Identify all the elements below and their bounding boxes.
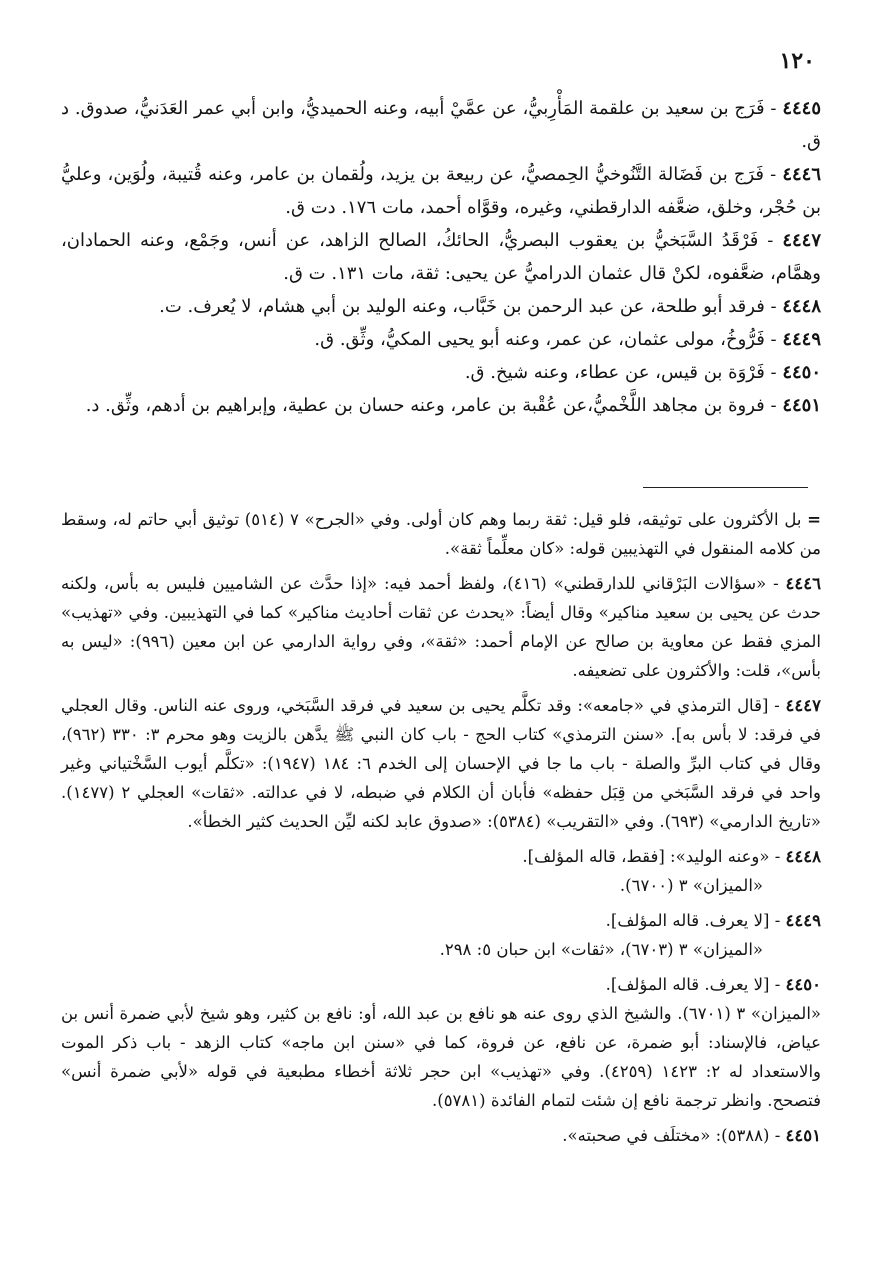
entry-number: ٤٤٥٠: [782, 362, 821, 383]
entry: [61, 92, 821, 158]
entry: [61, 323, 821, 356]
page-number: ١٢٠: [779, 48, 815, 74]
entry-number: ٤٤٤٩: [782, 329, 821, 350]
footnote-number: ٤٤٥١: [785, 1126, 821, 1145]
entry-text: - فروة بن مجاهد اللَّخْميُّ،عن عُقْبة بن عامر، وعنه حسان بن عطية، وإبراهيم بن أدهم، وثِّق. د.: [85, 395, 783, 416]
footnotes: [61, 505, 821, 1156]
footnote-divider: [643, 487, 808, 488]
footnote-subline: «الميزان» ٣ (٦٧٠٠).: [619, 876, 763, 895]
footnote-subline: «الميزان» ٣ (٦٧٠١). والشيخ الذي روى عنه هو نافع بن عبد الله، أو: نافع بن كثير، وهو شيخ لأبي ضمرة أنس بن عياض، فالإسناد: أبو ضمرة، عن نافع، عن فروة، كما في «سنن ابن ماجه» كتاب الزهد - باب ذكر الموت والاستعداد له ٢: ١٤٢٣ (٤٢٥٩). وفي «تهذيب» ابن حجر ثلاثة أخطاء مطبعية في قوله «لأبي ضمرة أنس» فتصحح. وانظر ترجمة نافع إن شئت لتمام الفائدة (٥٧٨١).: [61, 1004, 822, 1110]
footnote-number: ٤٤٤٨: [785, 847, 821, 866]
entry-number: ٤٤٥١: [782, 395, 821, 416]
footnote-number: ٤٤٤٦: [785, 574, 821, 593]
footnote: [61, 842, 821, 900]
entry: [61, 389, 821, 422]
footnote: [61, 1121, 821, 1150]
footnote-text: - [لا يعرف. قاله المؤلف].: [605, 975, 786, 994]
footnote-number: ٤٤٤٩: [785, 911, 821, 930]
entry: [61, 356, 821, 389]
entry-number: ٤٤٤٦: [782, 164, 821, 185]
entry-number: ٤٤٤٥: [782, 98, 821, 119]
entry-text: - فَرُّوخُ، مولى عثمان، عن عمر، وعنه أبو يحيى المكيُّ، وثِّق. ق.: [314, 329, 783, 350]
entry: [61, 290, 821, 323]
entry-text: - فَرْقَدُ السَّبَخيُّ بن يعقوب البصريُّ، الحائكُ، الصالح الزاهد، عن أنس، وجَمْع، وعنه الحمادان، وهمَّام، ضعَّفوه، لكنْ قال عثمان الدراميُّ عن يحيى: ثقة، مات ١٣١. ت ق.: [61, 230, 821, 284]
main-entries: [61, 92, 821, 422]
footnote-number: ٤٤٤٧: [785, 696, 821, 715]
footnote: [61, 569, 821, 685]
footnote-number: =: [807, 510, 821, 529]
footnote: [61, 505, 821, 563]
footnote: [61, 970, 821, 1115]
entry-text: - فَرَج بن سعيد بن علقمة المَأْرِبيُّ، عن عمَّيْ أبيه، وعنه الحميديُّ، وابن أبي عمر العَدَنيُّ، صدوق. د ق.: [61, 98, 821, 152]
footnote-text: - «وعنه الوليد»: [فقط، قاله المؤلف].: [522, 847, 786, 866]
footnote-text: - [قال الترمذي في «جامعه»: وقد تكلَّم يحيى بن سعيد في فرقد السَّبَخي، وروى عنه الناس. وقال العجلي في فرقد: لا بأس به]. «سنن الترمذي» كتاب الحج - باب كان النبي ﷺ يدَّهن بالزيت وهو محرم ٣: ٣٣٠ (٩٦٢)، وقال في كتاب البرِّ والصلة - باب ما جا في الإحسان إلى الخدم ٦: ١٨٤ (١٩٤٧): «تكلَّم أيوب السَّخْتياني وغير واحد في فرقد السَّبَخي من قِبَل حفظه» فأبان أن الكلام في ضبطه، لا في عدالته. «ثقات» العجلي ٢ (١٤٧٧). «تاريخ الدارمي» (٦٩٣). وفي «التقريب» (٥٣٨٤): «صدوق عابد لكنه ليِّن الحديث كثير الخطأ».: [61, 696, 822, 831]
footnote-number: ٤٤٥٠: [785, 975, 821, 994]
footnote: [61, 906, 821, 964]
entry-text: - فَرَج بن فَضَالة التَّنُوخيُّ الحِمصيُّ، عن ربيعة بن يزيد، ولُقمان بن عامر، وعنه قُتيبة، ولُوَين، وعليُّ بن حُجْر، وخلق، ضعَّفه الدارقطني، وغيره، وقوَّاه أحمد، مات ١٧٦. دت ق.: [61, 164, 821, 218]
footnote-text: بل الأكثرون على توثيقه، فلو قيل: ثقة ربما وهم كان أولى. وفي «الجرح» ٧ (٥١٤) توثيق أبي حاتم له، وسقط من كلامه المنقول في التهذيبين قوله: «كان معلِّماً ثقة».: [61, 510, 821, 558]
entry-number: ٤٤٤٧: [782, 230, 821, 251]
entry: [61, 158, 821, 224]
entry: [61, 224, 821, 290]
footnote-subline: «الميزان» ٣ (٦٧٠٣)، «ثقات» ابن حبان ٥: ٢٩٨.: [439, 940, 763, 959]
footnote: [61, 691, 821, 836]
footnote-text: - (٥٣٨٨): «مختلَف في صحبته».: [562, 1126, 786, 1145]
footnote-text: - [لا يعرف. قاله المؤلف].: [605, 911, 786, 930]
entry-text: - فرقد أبو طلحة، عن عبد الرحمن بن خَبَّاب، وعنه الوليد بن أبي هشام، لا يُعرف. ت.: [159, 296, 783, 317]
entry-text: - فَرْوَة بن قيس، عن عطاء، وعنه شيخ. ق.: [464, 362, 783, 383]
footnote-text: - «سؤالات البَرْقاني للدارقطني» (٤١٦)، ولفظ أحمد فيه: «إذا حدَّث عن الشاميين فليس به بأس، ولكنه حدث عن يحيى بن سعيد مناكير» وقال أيضاً: «يحدث عن ثقات أحاديث مناكير» كما في التهذيبين. وفي «تهذيب» المزي فقط عن معاوية بن صالح عن الإمام أحمد: «ثقة»، وفي رواية الدارمي عن ابن معين (٩٩٦): «ليس به بأس»، قلت: والأكثرون على تضعيفه.: [61, 574, 822, 680]
entry-number: ٤٤٤٨: [782, 296, 821, 317]
